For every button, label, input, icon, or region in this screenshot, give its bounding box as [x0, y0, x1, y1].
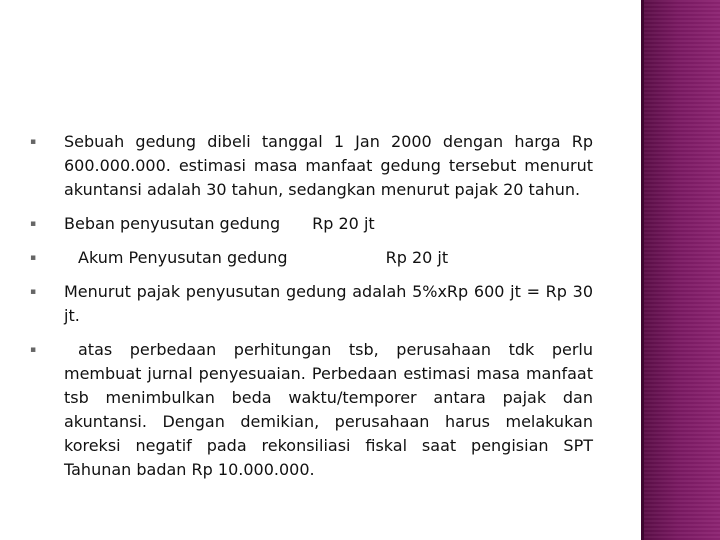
item-text: atas perbedaan perhitungan tsb, perusahaan tdk perlu membuat jurnal penyesuaian. Perbedaan estimasi masa manfaat tsb menimbulkan beda waktu/temporer antara pajak dan akuntansi. Dengan demikian, perusahaan harus melakukan koreksi negatif pada rekonsiliasi fiskal saat pengisian SPT Tahunan badan Rp 10.000.000.: [64, 340, 593, 479]
bullet-icon: ▪: [30, 345, 37, 355]
bullet-icon: ▪: [30, 287, 37, 297]
bullet-icon: ▪: [30, 253, 37, 263]
journal-credit-row: [64, 246, 593, 270]
journal-amount: Rp 20 jt: [385, 248, 449, 267]
list-item: [30, 280, 593, 328]
journal-amount: Rp 20 jt: [312, 214, 375, 233]
item-text: Menurut pajak penyusutan gedung adalah 5%xRp 600 jt = Rp 30 jt.: [64, 282, 593, 325]
decorative-side-band: [641, 0, 720, 540]
list-item: [30, 338, 593, 482]
list-item: [30, 212, 593, 236]
journal-account-label: Beban penyusutan gedung: [64, 214, 281, 233]
list-item: [30, 130, 593, 202]
journal-account-label: Akum Penyusutan gedung: [78, 248, 288, 267]
bullet-icon: ▪: [30, 137, 37, 147]
journal-debit-row: [64, 212, 593, 236]
item-text: Sebuah gedung dibeli tanggal 1 Jan 2000 dengan harga Rp 600.000.000. estimasi masa manfaat gedung tersebut menurut akuntansi adalah 30 tahun, sedangkan menurut pajak 20 tahun.: [64, 132, 593, 199]
list-item: [30, 246, 593, 270]
bullet-list: [30, 130, 593, 492]
bullet-icon: ▪: [30, 219, 37, 229]
